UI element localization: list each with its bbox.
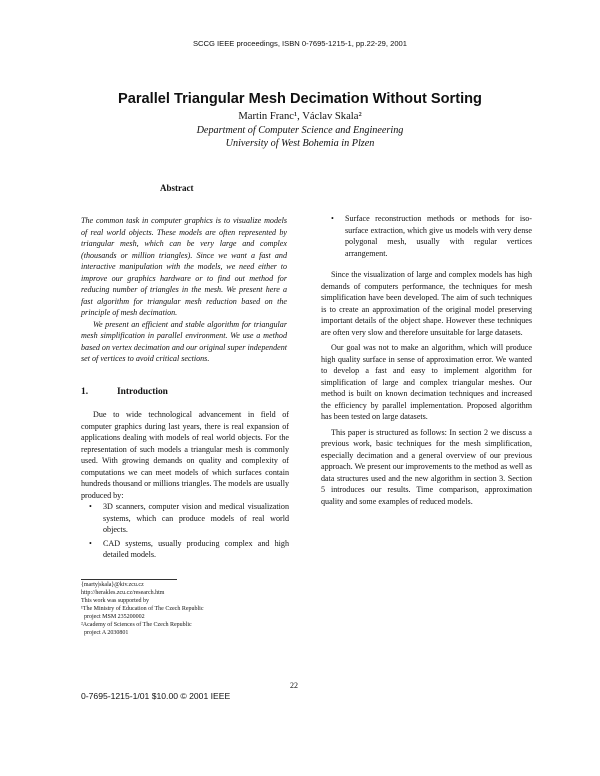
- footnote-line: ²Academy of Sciences of The Czech Republic: [81, 622, 192, 628]
- list-item-text: 3D scanners, computer vision and medical visualization systems, which can produce models of real world objects.: [103, 502, 289, 534]
- paper-title: Parallel Triangular Mesh Decimation Without Sorting: [118, 91, 482, 107]
- footnote-line: ¹The Ministry of Education of The Czech Republic: [81, 606, 204, 612]
- footnote-line: project MSM 235200002: [81, 614, 145, 620]
- page-number: 22: [290, 681, 298, 690]
- bullet-icon: •: [89, 538, 92, 548]
- copyright-line: 0-7695-1215-1/01 $10.00 © 2001 IEEE: [81, 691, 231, 701]
- footnote-line: http://herakles.zcu.cz/research.htm: [81, 590, 165, 596]
- section-title: Introduction: [117, 387, 168, 397]
- section-number: 1.: [81, 387, 89, 397]
- affiliation-department: Department of Computer Science and Engineering: [196, 125, 404, 136]
- bullet-icon: •: [89, 502, 92, 511]
- footnote-line: This work was supported by: [81, 598, 149, 604]
- abstract-heading: Abstract: [160, 183, 194, 193]
- bullet-icon: •: [331, 214, 334, 223]
- affiliation-university: University of West Bohemia in Plzen: [225, 138, 375, 149]
- model-sources-list: [81, 501, 289, 561]
- abstract-paragraph: We present an efficient and stable algorithm for triangular mesh simplification in parallel environment. We use a method based on vertex decimation and our original super independent set of vertices to avoid critical sections.: [81, 319, 287, 363]
- model-sources-list-continued: [321, 213, 532, 259]
- abstract-body: [81, 215, 287, 365]
- right-column-body: [321, 213, 532, 507]
- list-item: [81, 501, 289, 536]
- list-item: [81, 538, 289, 561]
- footnote-line: project A 2030801: [81, 630, 129, 636]
- intro-paragraph: Due to wide technological advancement in field of computer graphics during last years, there is real expansion of applications dealing with models of real world objects. For the representation of such models a triangular mesh is commonly used. With growing demands on quality and complexity of computations we can meet models of which surfaces contain hundreds thousand or millions triangles. The models are usually produced by:: [81, 410, 289, 500]
- paper-authors: Martin Franc¹, Václav Skala²: [238, 111, 362, 122]
- footnotes: [81, 581, 301, 637]
- body-paragraph: Since the visualization of large and complex models has high demands of computers performance, the techniques for mesh simplification have been developed. The aim of such techniques is to create an approximation of the original model preserving important details of the object shape. However these techniques are often very slow and therefore unsuitable for large datasets.: [321, 270, 532, 337]
- list-item-text: CAD systems, usually producing complex and high detailed models.: [103, 538, 289, 559]
- abstract-paragraph: The common task in computer graphics is to visualize models of real world objects. These models are often represented by triangular mesh, which can be very large and complex (thousands or million triangles). Since we want a fast and interactive manipulation with the models, we need either to improve our graphics hardware or to find out method for reducing number of triangles in the mesh. We present here a fast algorithm for triangular mesh reduction based on the principle of mesh decimation.: [81, 216, 287, 317]
- introduction-body: [81, 409, 289, 563]
- body-paragraph: This paper is structured as follows: In section 2 we discuss a previous work, basic techniques for the mesh simplification, especially decimation and a general overview of our previous approach. We present our improvements to the method as well as data structures used and the new algorithm in section 3. Section 5 introduces our results. Time comparison, approximation quality and some examples of reduced models.: [321, 427, 532, 506]
- footnote-line: {marty|skala}@kiv.zcu.cz: [81, 582, 144, 588]
- footnote-divider: [81, 579, 177, 580]
- list-item-text: Surface reconstruction methods or methods for iso-surface extraction, which give us models with very dense polygonal mesh, usually with regular vertices arrangement.: [345, 214, 532, 258]
- body-paragraph: Our goal was not to make an algorithm, which will produce high quality surface in sense of approximation error. We wanted to develop a fast and easy to implement algorithm for simplification of large and complex triangular meshes. Our method is built on known decimation techniques and increased the efficiency by parallel implementation. Proposed algorithm has been tested on large datasets.: [321, 343, 532, 421]
- proceedings-header: SCCG IEEE proceedings, ISBN 0-7695-1215-1, pp.22-29, 2001: [192, 39, 408, 48]
- list-item: [321, 213, 532, 259]
- section-heading-introduction: [81, 387, 168, 397]
